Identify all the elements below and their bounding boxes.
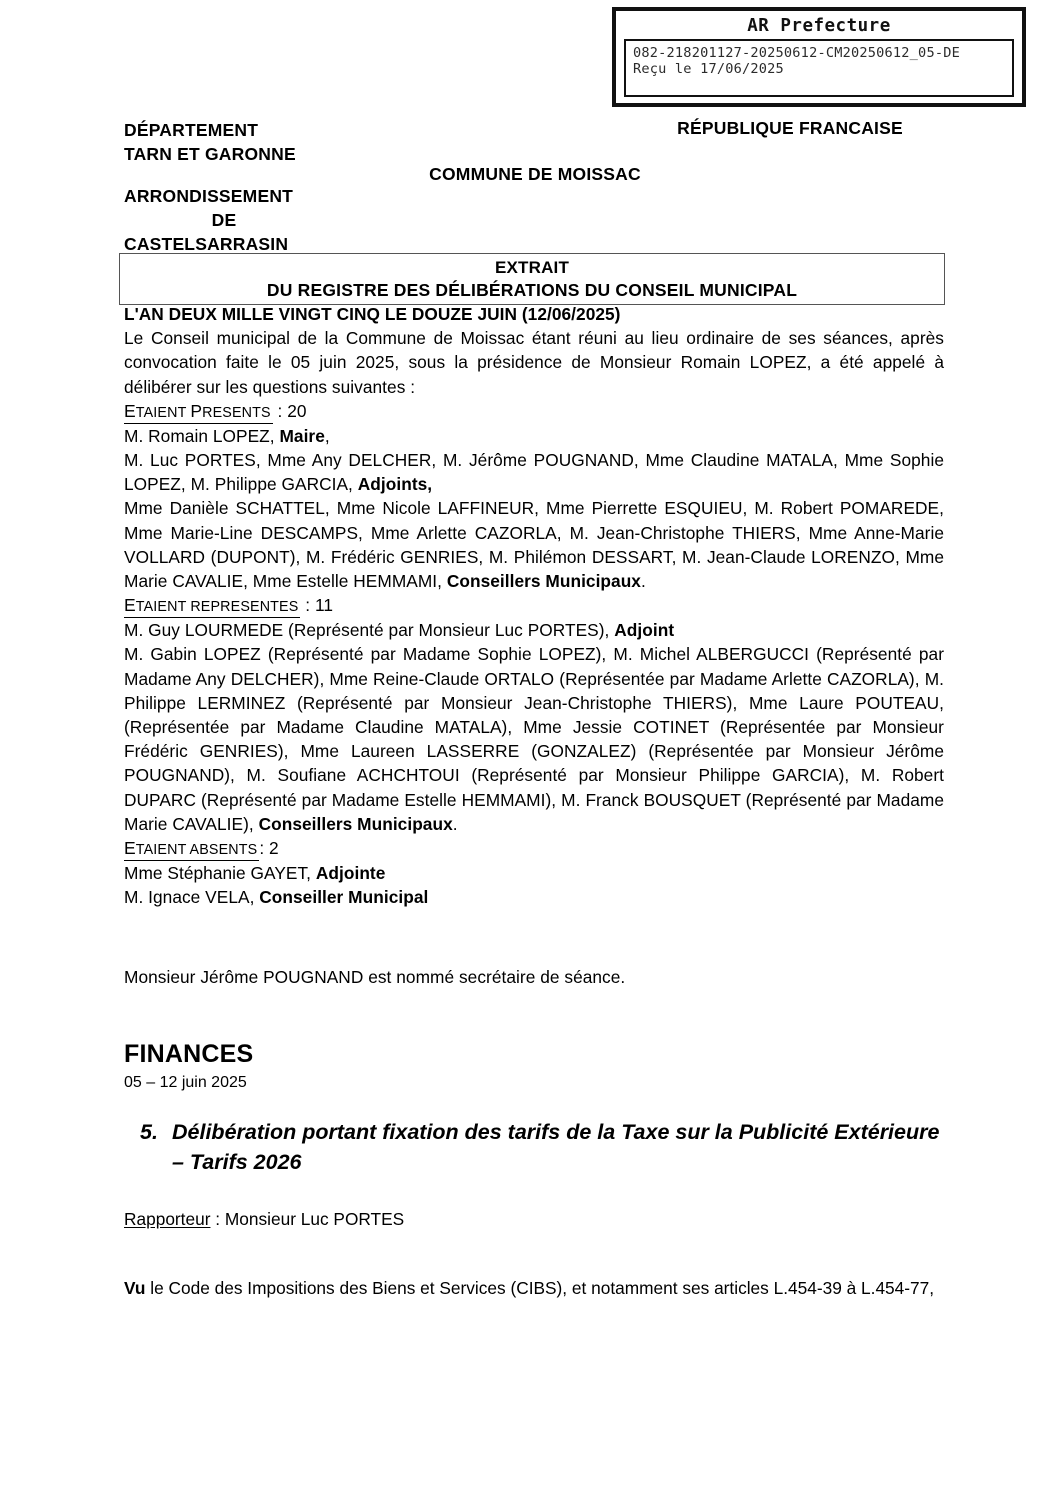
presents-heading bbox=[124, 399, 944, 424]
arrondissement-name: CASTELSARRASIN bbox=[124, 234, 289, 254]
body-spacer bbox=[124, 909, 944, 965]
extrait-line-1: EXTRAIT bbox=[494, 258, 570, 277]
ar-stamp-received: Reçu le 17/06/2025 bbox=[633, 61, 784, 77]
absents-label: ETAIENT ABSENTS bbox=[124, 838, 259, 861]
rapporteur-value: : Monsieur Luc PORTES bbox=[210, 1209, 405, 1229]
presents-separator: : bbox=[272, 400, 288, 421]
absents-count: 2 bbox=[269, 838, 279, 859]
finances-title: FINANCES bbox=[124, 1040, 254, 1068]
finances-section bbox=[124, 1040, 954, 1177]
secretary-line: Monsieur Jérôme POUGNAND est nommé secrétaire de séance. bbox=[124, 967, 626, 988]
represented-first-name: M. Guy LOURMEDE (Représenté par Monsieur Luc PORTES), bbox=[124, 620, 615, 641]
arrondissement-label: ARRONDISSEMENT bbox=[124, 186, 294, 206]
maire-role: Maire bbox=[279, 425, 325, 446]
maire-tail: , bbox=[324, 425, 330, 446]
arrondissement-de: DE bbox=[211, 210, 237, 230]
conseillers-presents-tail: . bbox=[640, 571, 646, 592]
departement-label: DÉPARTEMENT bbox=[124, 120, 259, 140]
ar-stamp-title: AR Prefecture bbox=[747, 16, 891, 36]
represented-names: M. Gabin LOPEZ (Représenté par Madame Sophie LOPEZ), M. Michel ALBERGUCCI (Représenté par Madame Any DELCHER), Mme Reine-Claude ORTALO (Représentée par Madame Arlette CAZORLA), M. Philippe LERMINEZ (Représenté par Monsieur Jean-Christophe THIERS), Mme Laure POUTEAU, (Représentée par Madame Claudine MATALA), Mme Jessie COTINET (Représentée par Monsieur Frédéric GENRIES), Mme Laureen LASSERRE (GONZALEZ) (Représentée par Monsieur Jérôme POUGNAND), M. Soufiane ACHCHTOUI (Représenté par Monsieur Philippe GARCIA), M. Robert DUPARC (Représenté par Madame Estelle HEMMAMI), M. Franck BOUSQUET (Représenté par Madame Marie CAVALIE), bbox=[124, 644, 944, 834]
represented-role: Conseillers Municipaux bbox=[258, 813, 453, 834]
represented-separator: : bbox=[300, 595, 315, 616]
vu-text: le Code des Impositions des Biens et Services (CIBS), et notamment ses articles L.454-39 à L.454-77, bbox=[145, 1278, 935, 1298]
deliberation-title: Délibération portant fixation des tarifs de la Taxe sur la Publicité Extérieure – Tarifs 2026 bbox=[172, 1120, 940, 1174]
session-date-line: L'AN DEUX MILLE VINGT CINQ LE DOUZE JUIN (12/06/2025) bbox=[124, 304, 621, 324]
rapporteur-line bbox=[124, 1207, 954, 1231]
represented-count: 11 bbox=[315, 595, 334, 616]
ar-prefecture-stamp bbox=[612, 7, 1026, 107]
absents-heading bbox=[124, 836, 944, 861]
ar-stamp-inner-box bbox=[624, 39, 1014, 97]
finances-date: 05 – 12 juin 2025 bbox=[124, 1074, 247, 1091]
deliberation-body bbox=[124, 302, 944, 990]
conseillers-presents-line bbox=[124, 496, 944, 593]
session-intro-paragraph: Le Conseil municipal de la Commune de Moissac étant réuni au lieu ordinaire de ses séances, après convocation faite le 05 juin 2025, sous la présidence de Monsieur Romain LOPEZ, a été appelé à délibérer sur les questions suivantes : bbox=[124, 328, 944, 397]
absent-2-role: Conseiller Municipal bbox=[259, 887, 429, 908]
adjoints-line bbox=[124, 448, 944, 496]
represented-tail: . bbox=[452, 813, 458, 834]
deliberation-title-block bbox=[140, 1117, 954, 1177]
represented-list bbox=[124, 642, 944, 836]
absent-1-name: Mme Stéphanie GAYET, bbox=[124, 863, 316, 884]
rapporteur-label: Rapporteur bbox=[124, 1209, 211, 1229]
republique-francaise-label: RÉPUBLIQUE FRANCAISE bbox=[677, 118, 903, 138]
conseillers-presents-names: Mme Danièle SCHATTEL, Mme Nicole LAFFINEUR, Mme Pierrette ESQUIEU, M. Robert POMAREDE, Mme Marie-Line DESCAMPS, Mme Arlette CAZORLA, M. Jean-Christophe THIERS, Mme Anne-Marie VOLLARD (DUPONT), M. Frédéric GENRIES, M. Philémon DESSART, M. Jean-Claude LORENZO, Mme Marie CAVALIE, Mme Estelle HEMMAMI, bbox=[124, 498, 944, 592]
commune-label: COMMUNE DE MOISSAC bbox=[429, 164, 641, 184]
extrait-box bbox=[119, 253, 945, 305]
maire-line bbox=[124, 424, 944, 448]
presents-count: 20 bbox=[287, 400, 307, 421]
presents-label: ETAIENT PRESENTS bbox=[124, 401, 273, 424]
extrait-line-2: DU REGISTRE DES DÉLIBÉRATIONS DU CONSEIL MUNICIPAL bbox=[266, 280, 798, 300]
adjoints-names: M. Luc PORTES, Mme Any DELCHER, M. Jérôme POUGNAND, Mme Claudine MATALA, Mme Sophie LOPEZ, M. Philippe GARCIA, bbox=[124, 450, 944, 495]
absents-separator: : bbox=[259, 838, 270, 859]
vu-prefix: Vu bbox=[124, 1278, 146, 1298]
represented-heading bbox=[124, 593, 944, 618]
departement-name: TARN ET GARONNE bbox=[124, 144, 296, 164]
header-left-block bbox=[124, 118, 424, 256]
absent-2-name: M. Ignace VELA, bbox=[124, 887, 260, 908]
maire-name: M. Romain LOPEZ, bbox=[124, 425, 280, 446]
absent-1-role: Adjointe bbox=[315, 863, 386, 884]
absent-line-1 bbox=[124, 861, 944, 885]
represented-first-line bbox=[124, 618, 944, 642]
adjoints-role: Adjoints, bbox=[357, 474, 433, 495]
absent-line-2 bbox=[124, 885, 944, 909]
represented-first-role: Adjoint bbox=[614, 620, 675, 641]
conseillers-presents-role: Conseillers Municipaux bbox=[446, 571, 641, 592]
vu-paragraph bbox=[124, 1276, 944, 1300]
represented-label: ETAIENT REPRESENTES bbox=[124, 595, 300, 618]
deliberation-number: 5. bbox=[140, 1120, 158, 1144]
ar-stamp-id: 082-218201127-20250612-CM20250612_05-DE bbox=[633, 45, 960, 61]
